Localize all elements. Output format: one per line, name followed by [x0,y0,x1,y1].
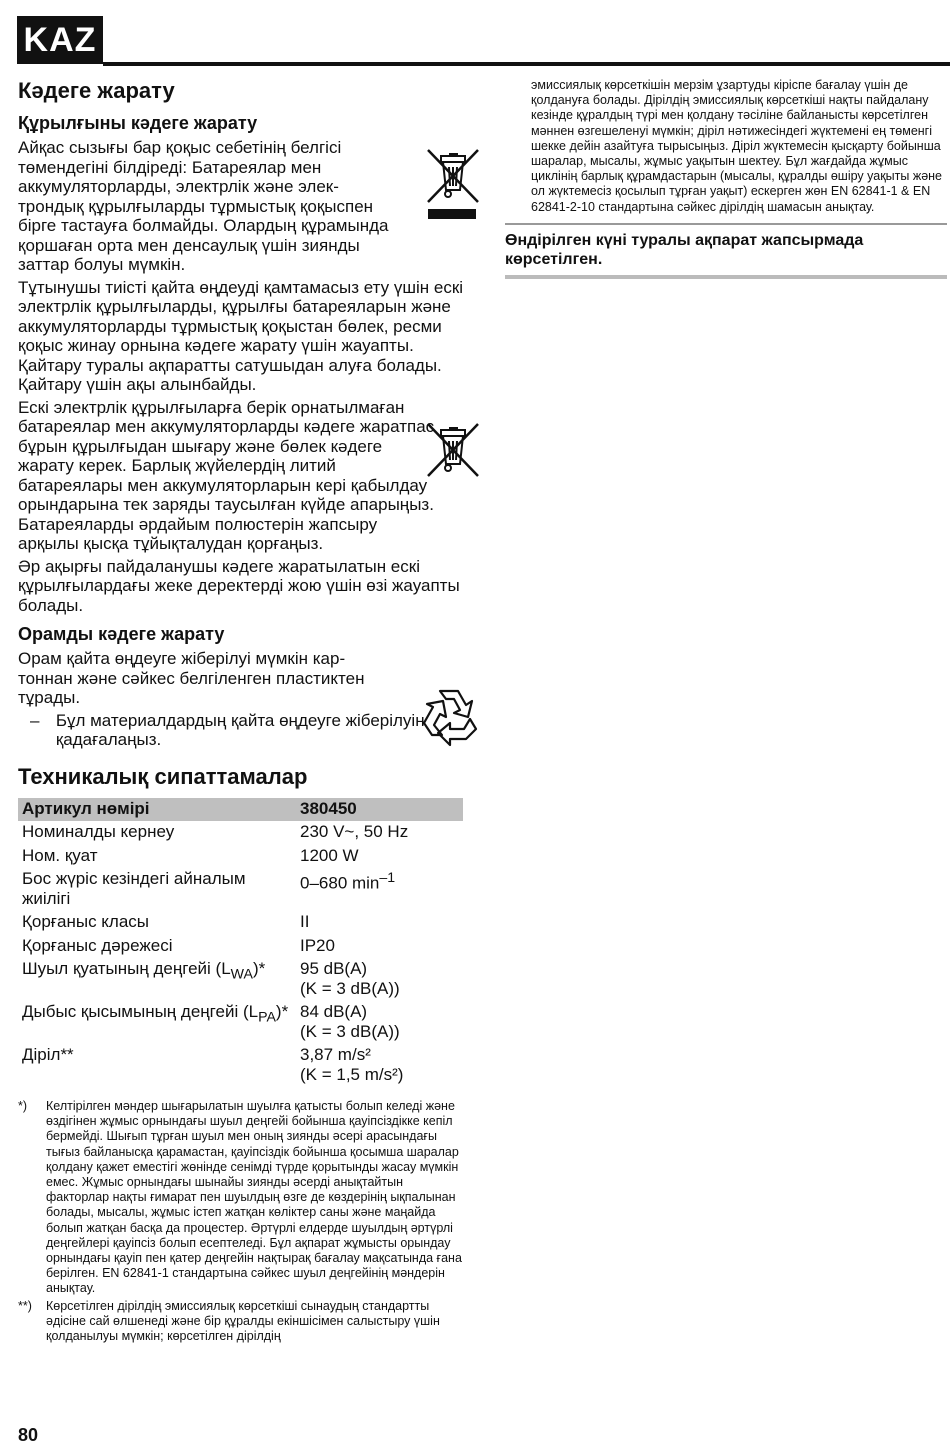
spec-value: 380450 [296,798,463,822]
spec-row [18,845,463,869]
spec-key: Шуыл қуатының деңгейі $(L_{WA})*$ [22,959,266,983]
paragraph-packaging: Орам қайта өңдеуге жіберілуі мүмкін картоннан және сәйкес белгіленген пластиктен тұрады. [18,649,365,707]
footnote-continuation: эмиссиялық көрсеткішін мерзім ұзартуды кіріспе бағалау үшін де қолдануға болады. Дірілдің эмиссиялық көрсеткіші нақты пайдалану кезінде құралдың түрі мен қолдану тәсіліне байланысты көрсетілген мәннен өзгешеленуі мүмкін; діріл нәтижесіндегі жүктемені ең төменгі шекке дейін азайтуға тырысыңыз. Діріл жүктемесін қысқарту бойынша шаралар, мысалы, жұмыс уақытын шектеу. Бұл жағдайда жұмыс циклінің барлық құрамдастарын (мысалы, құралды өшіру уақыты және ол жүктемесіз қосылып тұрған уақыт) ескерген жөн EN 62841-1 & EN 62841-2-10 стандартына сәйкес дірілдің шамасын анықтау. [531,78,942,214]
spec-value: 95 dB(A) (K = 3 dB(A)) [300,959,400,998]
heading-disposal: Кәдеге жарату [18,78,175,103]
bullet-text: Бұл материалдардың қайта өңдеуге жіберілуін қадағалаңыз. [55,710,425,749]
production-date-note: Өндірілген күні туралы ақпарат жапсырмада көрсетілген. [505,231,864,268]
spec-value: IP20 [300,935,335,955]
spec-value: II [300,912,310,931]
divider [505,223,947,225]
divider-2 [505,275,947,279]
footnote-text: Көрсетілген дірілдің эмиссиялық көрсеткіші сынаудың стандартты әдісіне сай өлшенеді және бір құралды екіншісімен салыстыру үшін қолданылуы мүмкін; көрсетілген дірілдің [46,1298,440,1344]
spec-row [18,1001,463,1044]
spec-key: Діріл** [22,1045,74,1064]
footnote [18,1099,468,1297]
spec-key: Бос жүріс кезіндегі айналым жиілігі [22,869,246,908]
spec-row [18,958,463,1001]
heading-device-disposal: Құрылғыны кәдеге жарату [18,113,258,133]
spec-row [18,935,463,959]
left-column [18,78,468,1346]
specs-header-row [18,798,463,822]
spec-row [18,911,463,935]
header-rule [103,62,950,66]
crossed-bin-icon [423,140,483,210]
spec-key: Ном. қуат [22,845,98,865]
spec-key: Қорғаныс класы [22,912,150,931]
bin-underline-bar [428,209,476,219]
heading-packaging: Орамды кәдеге жарату [18,624,225,644]
spec-value: 84 dB(A) (K = 3 dB(A)) [300,1002,400,1041]
spec-value: 230 V~, 50 Hz [300,822,409,841]
language-badge: KAZ [17,16,103,64]
spec-key: Дыбыс қысымының деңгейі $(L_{PA})*$ [22,1002,289,1026]
footnote-mark: *) [18,1099,28,1113]
paragraph-2: Тұтынушы тиісті қайта өңдеуді қамтамасыз ету үшін ескі электрлік құрылғыларды, құрылғы батареяларын және аккумуляторларды тұрмыстық қоқыстан бөлек, ресми қоқыс жинау орнына кәдеге жарату үшін жауапты. Қайтару туралы ақпаратты сатушыдан алуға болады. Қайтару үшін ақы алынбайды. [18,277,464,394]
spec-value: 1200 W [300,845,359,865]
spec-key: Қорғаныс дәрежесі [22,935,173,955]
specs-table [18,798,463,1088]
spec-value: 3,87 m/s² (K = 1,5 m/s²) [300,1045,404,1084]
spec-row [18,1044,463,1087]
bullet-dash: – [30,710,40,730]
heading-specs: Техникалық сипаттамалар [18,763,308,789]
paragraph-4: Әр ақырғы пайдаланушы кәдеге жаратылатын ескі құрылғылардағы жеке деректерді жою үшін өзі жауапты болады. [18,556,460,615]
page-number: 80 [18,1425,39,1445]
paragraph-1: Айқас сызығы бар қоқыс себетінің белгісі төмендегіні білдіреді: Батареялар мен аккумуляторларды, электрлік және электрондық құрылғыларды тұрмыстық қоқыспен бірге тастауға болмайды. Олардың құрамында қоршаған орта мен денсаулық үшін зиянды заттар болуы мүмкін. [18,138,389,274]
recycle-icon [416,683,482,749]
footnote-text: Келтірілген мәндер шығарылатын шуылға қатысты болып келеді және өздігінен жұмыс орнындағы шуыл деңгейі бойынша қауіпсіздікке кепіл бермейді. Шығып тұрған шуыл мен оның зиянды әсері арасындағы тығыз байланысқа қарамастан, қауіпсіздік бойынша қосымша шаралар қолдану қажет еместігі жөнінде сенімді түрде қорытынды жасау мүмкін емес. Жұмыс орнындағы шынайы зиянды әсерді анықтайтын факторлар нақты ғимарат пен шуылдың өзге де көздерінің ықпалынан болады, мысалы, жұмыс істеп жатқан көліктер саны және маңайда болып жатқан басқа да процестер. Әртүрлі елдерде шуылдың әртүрлі деңгейлері қауіпсіз болып есептеледі. Бұл ақпарат жұмысты орындау орнындағы қауіп пен қатер деңгейін нақтырақ бағалау мақсатында ғана берілген. EN 62841-1 стандартына сәйкес шуыл деңгейінің мәндерін анықтау. [46,1099,462,1296]
spec-key: Артикул нөмірі [18,798,296,822]
right-column [505,78,947,279]
footnote-mark: **) [18,1298,32,1313]
crossed-bin-icon-2 [423,418,483,480]
bullet-item [18,711,468,750]
spec-value: 0–680 $\min^{-1}$ [300,870,396,893]
paragraph-3: Ескі электрлік құрылғыларға берік орнатылмаған батареялар мен аккумуляторларды кәдеге жаратпас бұрын құрылғыдан шығару және бөлек кәдеге жарату керек. Барлық жүйелердің литий батареялары мен аккумуляторларын кері қабылдау орындарына тек заряды таусылған күйде апарыңыз. Батареяларды әрдайым полюстерін жапсыру арқылы қысқа тұйықталудан қорғаңыз. [18,397,435,553]
spec-key: Номиналды кернеу [22,822,175,841]
spec-row [18,821,463,845]
spec-row [18,868,463,911]
footnotes [18,1099,468,1344]
footnote [18,1299,468,1345]
